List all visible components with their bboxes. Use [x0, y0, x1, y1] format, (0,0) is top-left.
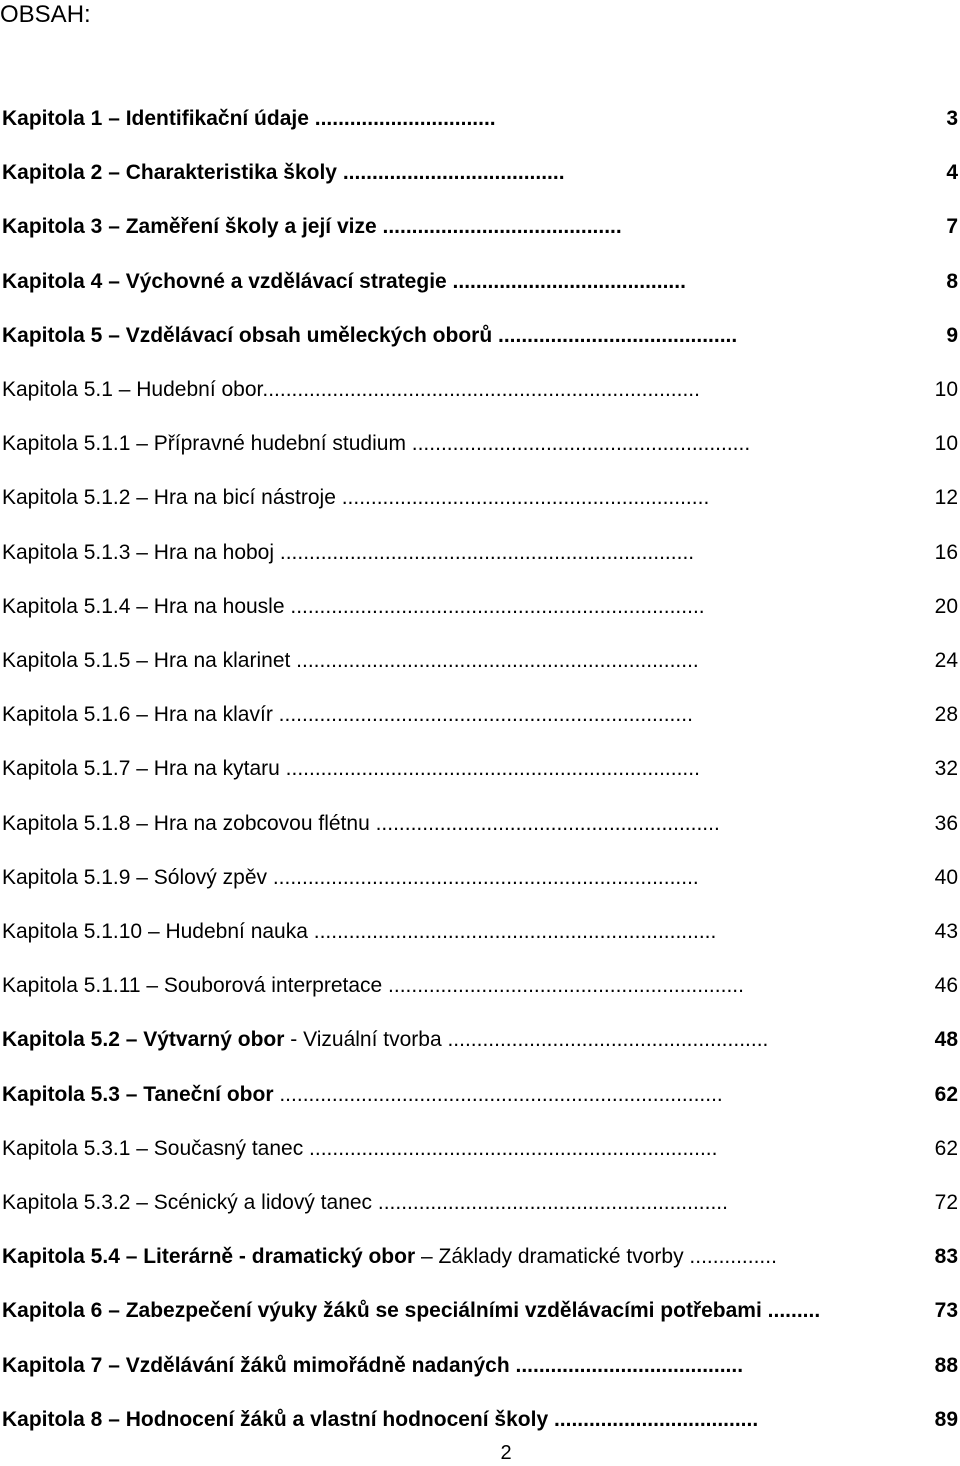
- toc-entry-page-number: 83: [934, 1245, 958, 1268]
- toc-entry-page-number: 73: [934, 1299, 958, 1322]
- toc-entry[interactable]: [2, 970, 958, 1002]
- toc-entry-title: [2, 374, 700, 406]
- toc-entry-title: [2, 808, 720, 840]
- toc-entry[interactable]: [2, 103, 958, 135]
- toc-entry-title: [2, 699, 693, 731]
- toc-entry[interactable]: [2, 537, 958, 569]
- toc-entry-page-number: 72: [934, 1191, 958, 1214]
- toc-entry-title: [2, 1295, 820, 1327]
- toc-entry-page-number: 4: [946, 161, 958, 184]
- toc-entry-title-part: ............................................................................: [273, 1083, 723, 1106]
- toc-entry-title: [2, 537, 694, 569]
- toc-entry-title-part: Kapitola 2 – Charakteristika školy ......................................: [2, 161, 565, 184]
- toc-entry[interactable]: [2, 482, 958, 514]
- toc-entry[interactable]: [2, 645, 958, 677]
- toc-entry-title-part: – Základy dramatické tvorby ...............: [415, 1245, 777, 1268]
- toc-entry-page-number: 32: [934, 757, 958, 780]
- toc-entry-title: [2, 1187, 728, 1219]
- toc-entry[interactable]: [2, 157, 958, 189]
- toc-entry-title-part: Kapitola 5.1.3 – Hra na hoboj .......................................................................: [2, 541, 695, 564]
- toc-entry-title-part: Kapitola 6 – Zabezpečení výuky žáků se speciálními vzdělávacími potřebami .........: [2, 1299, 821, 1322]
- toc-entry[interactable]: [2, 591, 958, 623]
- toc-entry-title: [2, 1079, 723, 1111]
- toc-entry-title-part: Kapitola 7 – Vzdělávání žáků mimořádně nadaných .......................................: [2, 1354, 744, 1377]
- toc-entry[interactable]: [2, 753, 958, 785]
- toc-entry[interactable]: [2, 862, 958, 894]
- toc-entry-page-number: 88: [934, 1354, 958, 1377]
- toc-entry[interactable]: [2, 1350, 958, 1382]
- toc-entry-page-number: 7: [946, 215, 958, 238]
- toc-entry-title-part: Kapitola 5.4 – Literárně - dramatický obor: [2, 1245, 416, 1268]
- toc-entry[interactable]: [2, 211, 958, 243]
- toc-entry[interactable]: [2, 320, 958, 352]
- toc-entry[interactable]: [2, 1187, 958, 1219]
- toc-entry-title: [2, 1350, 743, 1382]
- toc-entry[interactable]: [2, 1404, 958, 1436]
- toc-entry[interactable]: [2, 1079, 958, 1111]
- toc-entry-title: [2, 1404, 758, 1436]
- toc-entry-title-part: Kapitola 5.3.2 – Scénický a lidový tanec ............................................................: [2, 1191, 728, 1214]
- toc-entry-page-number: 36: [934, 812, 958, 835]
- toc-entry-title: [2, 591, 705, 623]
- toc-entry-title: [2, 862, 699, 894]
- toc-entry[interactable]: [2, 699, 958, 731]
- toc-entry-page-number: 46: [934, 974, 958, 997]
- toc-entry-title: [2, 157, 565, 189]
- toc-entry-page-number: 16: [934, 541, 958, 564]
- toc-entry-title-part: Kapitola 5.1.2 – Hra na bicí nástroje ...............................................................: [2, 486, 710, 509]
- toc-entry[interactable]: [2, 916, 958, 948]
- toc-entry-title-part: Kapitola 5.1.8 – Hra na zobcovou flétnu ...........................................................: [2, 812, 720, 835]
- toc-entry-title-part: - Vizuální tvorba .......................................................: [284, 1028, 769, 1051]
- toc-entry-title-part: Kapitola 5.1.6 – Hra na klavír .......................................................................: [2, 703, 693, 726]
- page-title: OBSAH:: [0, 1, 91, 28]
- toc-entry-title: [2, 428, 750, 460]
- toc-entry-title-part: Kapitola 5.3.1 – Současný tanec ......................................................................: [2, 1137, 718, 1160]
- toc-entry-title: [2, 916, 716, 948]
- toc-entry-title-part: Kapitola 5.1.11 – Souborová interpretace .............................................................: [2, 974, 744, 997]
- toc-entry[interactable]: [2, 1024, 958, 1056]
- toc-entry-title: [2, 211, 622, 243]
- toc-entry-page-number: 3: [946, 107, 958, 130]
- toc-entry-page-number: 9: [946, 324, 958, 347]
- toc-entry-title-part: Kapitola 5.1.4 – Hra na housle .......................................................................: [2, 595, 705, 618]
- toc-entry-page-number: 10: [934, 378, 958, 401]
- toc-entry-title: [2, 753, 700, 785]
- toc-entry-page-number: 48: [934, 1028, 958, 1051]
- toc-entry-title: [2, 482, 709, 514]
- toc-entry[interactable]: [2, 808, 958, 840]
- toc-entry-title-part: Kapitola 8 – Hodnocení žáků a vlastní hodnocení školy ...................................: [2, 1408, 759, 1431]
- toc-entry-title-part: Kapitola 5.3 – Taneční obor: [2, 1083, 274, 1106]
- toc-entry-title: [2, 1024, 768, 1056]
- toc-entry-page-number: 24: [934, 649, 958, 672]
- toc-entry[interactable]: [2, 1295, 958, 1327]
- toc-entry-page-number: 10: [934, 432, 958, 455]
- toc-entry-title-part: Kapitola 3 – Zaměření školy a její vize .........................................: [2, 215, 622, 238]
- toc-entry[interactable]: [2, 1133, 958, 1165]
- toc-entry-title-part: Kapitola 5.1.1 – Přípravné hudební studium ..........................................................: [2, 432, 751, 455]
- toc-entry-title: [2, 103, 496, 135]
- toc-entry-page-number: 40: [934, 866, 958, 889]
- toc-entry[interactable]: [2, 266, 958, 298]
- toc-entry-page-number: 20: [934, 595, 958, 618]
- toc-entry-page-number: 8: [946, 270, 958, 293]
- toc-entry[interactable]: [2, 1241, 958, 1273]
- toc-entry-page-number: 89: [934, 1408, 958, 1431]
- toc-entry-title: [2, 1241, 777, 1273]
- toc-entry-title-part: Kapitola 5.2 – Výtvarný obor: [2, 1028, 285, 1051]
- toc-entry-title: [2, 320, 737, 352]
- toc-entry-title-part: Kapitola 5 – Vzdělávací obsah uměleckých oborů .........................................: [2, 324, 738, 347]
- toc-entry-page-number: 43: [934, 920, 958, 943]
- toc-entry-page-number: 62: [934, 1137, 958, 1160]
- toc-entry-title: [2, 970, 744, 1002]
- toc-entry-page-number: 28: [934, 703, 958, 726]
- toc-entry-title-part: Kapitola 5.1 – Hudební obor...........................................................................: [2, 378, 700, 401]
- toc-entry-page-number: 62: [934, 1083, 958, 1106]
- toc-entry[interactable]: [2, 374, 958, 406]
- toc-entry-title-part: Kapitola 5.1.9 – Sólový zpěv .........................................................................: [2, 866, 699, 889]
- toc-entry[interactable]: [2, 428, 958, 460]
- toc-entry-title-part: Kapitola 5.1.7 – Hra na kytaru .......................................................................: [2, 757, 700, 780]
- toc-entry-title: [2, 1133, 717, 1165]
- toc-entry-title-part: Kapitola 4 – Výchovné a vzdělávací strategie ........................................: [2, 270, 686, 293]
- toc-entry-page-number: 12: [934, 486, 958, 509]
- toc-entry-title-part: Kapitola 1 – Identifikační údaje ...............................: [2, 107, 496, 130]
- toc-entry-title-part: Kapitola 5.1.5 – Hra na klarinet .....................................................................: [2, 649, 699, 672]
- toc-entry-title: [2, 266, 686, 298]
- toc-entry-title: [2, 645, 699, 677]
- page-number: 2: [500, 1442, 512, 1464]
- toc-entry-title-part: Kapitola 5.1.10 – Hudební nauka .....................................................................: [2, 920, 717, 943]
